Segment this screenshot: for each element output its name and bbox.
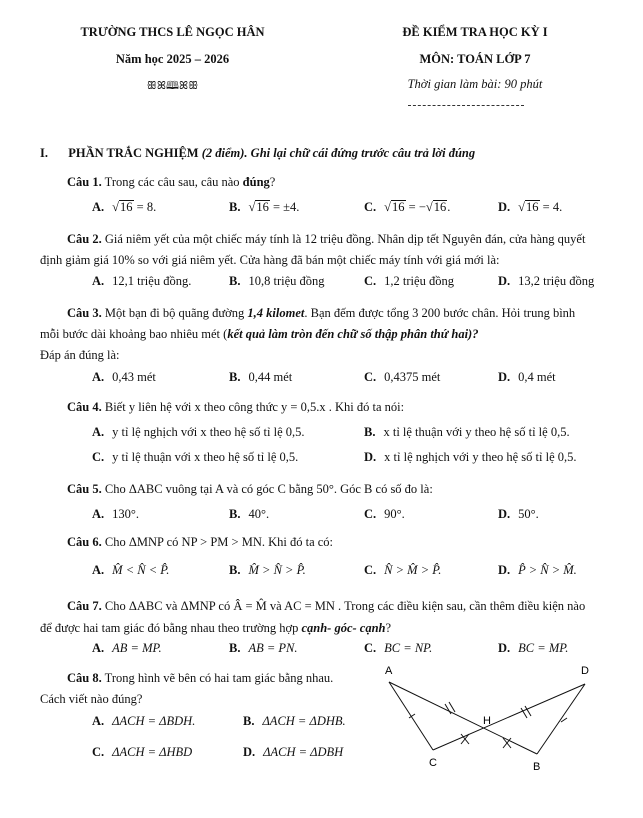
question-label: Câu 5. xyxy=(67,482,102,496)
section-title: PHẦN TRẮC NGHIỆM xyxy=(68,146,199,160)
q5-option-b xyxy=(229,507,269,522)
radicand: 16 xyxy=(120,200,133,214)
question-text: Cho ΔMNP có NP > PM > MN. Khi đó ta có: xyxy=(104,535,334,549)
option-text: M̂ > N̂ > P̂. xyxy=(248,563,306,577)
question-label: Câu 6. xyxy=(67,535,102,549)
option-letter: A. xyxy=(92,641,105,655)
geometry-figure xyxy=(375,660,605,778)
option-letter: C. xyxy=(92,450,105,464)
question-7 xyxy=(40,596,610,616)
question-8-line2: Cách viết nào đúng? xyxy=(40,692,143,706)
q4-option-a xyxy=(92,425,305,440)
option-text: 90°. xyxy=(384,507,405,521)
option-letter: A. xyxy=(92,563,105,577)
section-number: I. xyxy=(40,146,48,160)
q7-option-c xyxy=(364,641,432,656)
question-text-emphasis: 1,4 kilomet xyxy=(247,306,305,320)
option-letter: B. xyxy=(243,714,255,728)
option-letter: A. xyxy=(92,425,105,439)
option-letter: D. xyxy=(364,450,377,464)
question-text: mỗi bước dài khoảng bao nhiêu mét ( xyxy=(40,327,228,341)
option-text: M̂ < N̂ < P̂. xyxy=(112,563,170,577)
option-letter: B. xyxy=(229,370,241,384)
option-text: = ±4. xyxy=(272,200,300,214)
question-2 xyxy=(40,229,610,249)
point-b-label: B xyxy=(533,761,541,773)
question-label: Câu 3. xyxy=(67,306,102,320)
q6-option-a xyxy=(92,563,169,578)
question-5 xyxy=(67,482,433,497)
point-h-label: H xyxy=(483,715,491,727)
question-label: Câu 7. xyxy=(67,599,102,613)
question-4 xyxy=(67,400,404,415)
option-text: ΔACH = ΔDHB. xyxy=(262,714,346,728)
question-text: . Bạn đếm được tổng 3 200 bước chân. Hỏi trung bình xyxy=(304,306,576,320)
option-text: = − xyxy=(408,200,426,214)
question-3-line2 xyxy=(40,324,610,344)
option-text: = 8. xyxy=(136,200,157,214)
option-letter: D. xyxy=(498,563,511,577)
q7-option-b xyxy=(229,641,298,656)
option-text: = 4. xyxy=(542,200,563,214)
q8-option-a xyxy=(92,714,195,729)
question-label: Câu 1. xyxy=(67,175,102,189)
option-text: 40°. xyxy=(248,507,270,521)
question-text-line1: Giá niêm yết của một chiếc máy tính là 12 triệu đồng. Nhân dịp tết Nguyên đán, cửa hàng quyết xyxy=(104,232,586,246)
question-3-line3: Đáp án đúng là: xyxy=(40,348,120,362)
question-text: ? xyxy=(385,621,392,635)
option-text: 12,1 triệu đồng. xyxy=(112,274,192,288)
q8-option-d xyxy=(243,745,343,760)
header-separator xyxy=(408,105,524,106)
question-text-end: ? xyxy=(269,175,276,189)
question-text: Cho ΔABC và ΔMNP có Â = M̂ và AC = MN . Trong các điều kiện sau, cần thêm điều kiện nào xyxy=(104,599,586,613)
question-text-emphasis: cạnh- góc- cạnh xyxy=(301,621,386,635)
option-letter: B. xyxy=(229,507,241,521)
option-text: ΔACH = ΔBDH. xyxy=(112,714,196,728)
question-text: Cho ΔABC vuông tại A và có góc C bằng 50°. Góc B có số đo là: xyxy=(104,482,433,496)
tick-mark xyxy=(449,702,455,712)
option-text: P̂ > N̂ > M̂. xyxy=(518,563,577,577)
option-text: 0,4 mét xyxy=(518,370,556,384)
question-2-line2: định giảm giá 10% so với giá niêm yết. Cửa hàng đã bán một chiếc máy tính với giá mới là: xyxy=(40,253,500,267)
option-letter: B. xyxy=(364,425,376,439)
option-text: 130°. xyxy=(112,507,140,521)
option-text: 13,2 triệu đồng xyxy=(518,274,595,288)
option-text: 1,2 triệu đồng xyxy=(384,274,454,288)
option-letter: D. xyxy=(498,274,511,288)
question-1 xyxy=(67,175,275,190)
radicand: 16 xyxy=(256,200,269,214)
ornament: ꕥꕤ🕮ꕤꕥ xyxy=(146,80,199,92)
q2-option-a xyxy=(92,274,191,289)
question-text: Trong các câu sau, câu nào xyxy=(104,175,240,189)
option-text: AB = MP. xyxy=(112,641,162,655)
option-letter: C. xyxy=(364,274,377,288)
option-text: 50°. xyxy=(518,507,539,521)
radicand: 16 xyxy=(526,200,539,214)
question-text-emphasis: kết quả làm tròn đến chữ số thập phân thứ hai)? xyxy=(227,327,479,341)
q1-option-d: D. √16 = 4. xyxy=(498,200,563,214)
option-letter: C. xyxy=(364,200,377,214)
option-letter: A. xyxy=(92,507,105,521)
q6-option-b xyxy=(229,563,306,578)
option-text: BC = NP. xyxy=(384,641,433,655)
question-text: Trong hình vẽ bên có hai tam giác bằng nhau. xyxy=(104,671,334,685)
tick-mark xyxy=(561,718,567,722)
radicand: 16 xyxy=(392,200,405,214)
q4-option-c xyxy=(92,450,298,465)
q1-option-a: A. √16 = 8. xyxy=(92,200,157,214)
section-points: (2 điểm). xyxy=(201,146,248,160)
q1-option-b: B. √16 = ±4. xyxy=(229,200,300,214)
question-8 xyxy=(67,671,333,686)
q5-option-d xyxy=(498,507,539,522)
option-text: 0,43 mét xyxy=(112,370,156,384)
question-3 xyxy=(40,303,610,323)
q2-option-b xyxy=(229,274,325,289)
option-letter: A. xyxy=(92,200,105,214)
question-label: Câu 4. xyxy=(67,400,102,414)
school-name: TRƯỜNG THCS LÊ NGỌC HÂN xyxy=(80,25,265,39)
option-letter: B. xyxy=(229,563,241,577)
question-text: Biết y liên hệ với x theo công thức y = 0,5.x . Khi đó ta nói: xyxy=(104,400,405,414)
q8-option-c xyxy=(92,745,192,760)
option-text: BC = MP. xyxy=(518,641,569,655)
radicand: 16 xyxy=(433,200,447,214)
option-letter: D. xyxy=(498,200,511,214)
question-label: Câu 8. xyxy=(67,671,102,685)
q7-option-a xyxy=(92,641,162,656)
option-letter: C. xyxy=(364,370,377,384)
point-c-label: C xyxy=(429,757,437,769)
option-text: AB = PN. xyxy=(248,641,298,655)
option-text: y tỉ lệ nghịch với x theo hệ số tỉ lệ 0,5. xyxy=(112,425,305,439)
option-text: ΔACH = ΔHBD xyxy=(112,745,193,759)
segment-ab xyxy=(389,682,537,754)
school-year: Năm học 2025 – 2026 xyxy=(115,52,230,66)
point-d-label: D xyxy=(581,665,589,677)
option-letter: D. xyxy=(243,745,256,759)
exam-subject: MÔN: TOÁN LỚP 7 xyxy=(419,52,531,66)
q3-option-c xyxy=(364,370,440,385)
option-letter: B. xyxy=(229,274,241,288)
option-text: ΔACH = ΔDBH xyxy=(263,745,344,759)
option-letter: A. xyxy=(92,370,105,384)
option-letter: C. xyxy=(92,745,105,759)
option-text: 0,4375 mét xyxy=(384,370,441,384)
option-text: 0,44 mét xyxy=(248,370,293,384)
option-text: x tỉ lệ nghịch với y theo hệ số tỉ lệ 0,5. xyxy=(384,450,577,464)
option-letter: D. xyxy=(498,370,511,384)
q2-option-d xyxy=(498,274,594,289)
option-letter: B. xyxy=(229,641,241,655)
q6-option-c xyxy=(364,563,441,578)
q6-option-d xyxy=(498,563,577,578)
option-text: N̂ > M̂ > P̂. xyxy=(384,563,442,577)
question-label: Câu 2. xyxy=(67,232,102,246)
q8-option-b xyxy=(243,714,346,729)
exam-title: ĐỀ KIỂM TRA HỌC KỲ I xyxy=(402,25,548,39)
tick-mark xyxy=(445,704,451,714)
q5-option-c xyxy=(364,507,405,522)
question-text: để được hai tam giác đó bằng nhau theo trường hợp xyxy=(40,621,302,635)
question-6 xyxy=(67,535,333,550)
option-letter: A. xyxy=(92,274,105,288)
q4-option-b xyxy=(364,425,570,440)
question-text-bold: đúng xyxy=(242,175,270,189)
q3-option-a xyxy=(92,370,156,385)
option-letter: C. xyxy=(364,507,377,521)
q1-option-c: C. √16 = −√16. xyxy=(364,200,451,214)
option-letter: D. xyxy=(498,507,511,521)
option-letter: D. xyxy=(498,641,511,655)
option-letter: C. xyxy=(364,563,377,577)
option-text: 10,8 triệu đồng xyxy=(248,274,325,288)
option-text: y tỉ lệ thuận với x theo hệ số tỉ lệ 0,5. xyxy=(112,450,299,464)
exam-duration: Thời gian làm bài: 90 phút xyxy=(407,77,543,91)
option-letter: B. xyxy=(229,200,241,214)
q3-option-b xyxy=(229,370,292,385)
question-7-line2 xyxy=(40,618,610,638)
section-heading xyxy=(40,146,475,161)
question-text: Một bạn đi bộ quãng đường xyxy=(104,306,245,320)
q3-option-d xyxy=(498,370,556,385)
q4-option-d xyxy=(364,450,577,465)
q5-option-a xyxy=(92,507,139,522)
point-a-label: A xyxy=(385,665,393,677)
option-letter: C. xyxy=(364,641,377,655)
q2-option-c xyxy=(364,274,454,289)
section-instruction: Ghi lại chữ cái đứng trước câu trả lời đúng xyxy=(250,146,476,160)
option-text: x tỉ lệ thuận với y theo hệ số tỉ lệ 0,5. xyxy=(383,425,570,439)
q7-option-d xyxy=(498,641,568,656)
option-letter: A. xyxy=(92,714,105,728)
